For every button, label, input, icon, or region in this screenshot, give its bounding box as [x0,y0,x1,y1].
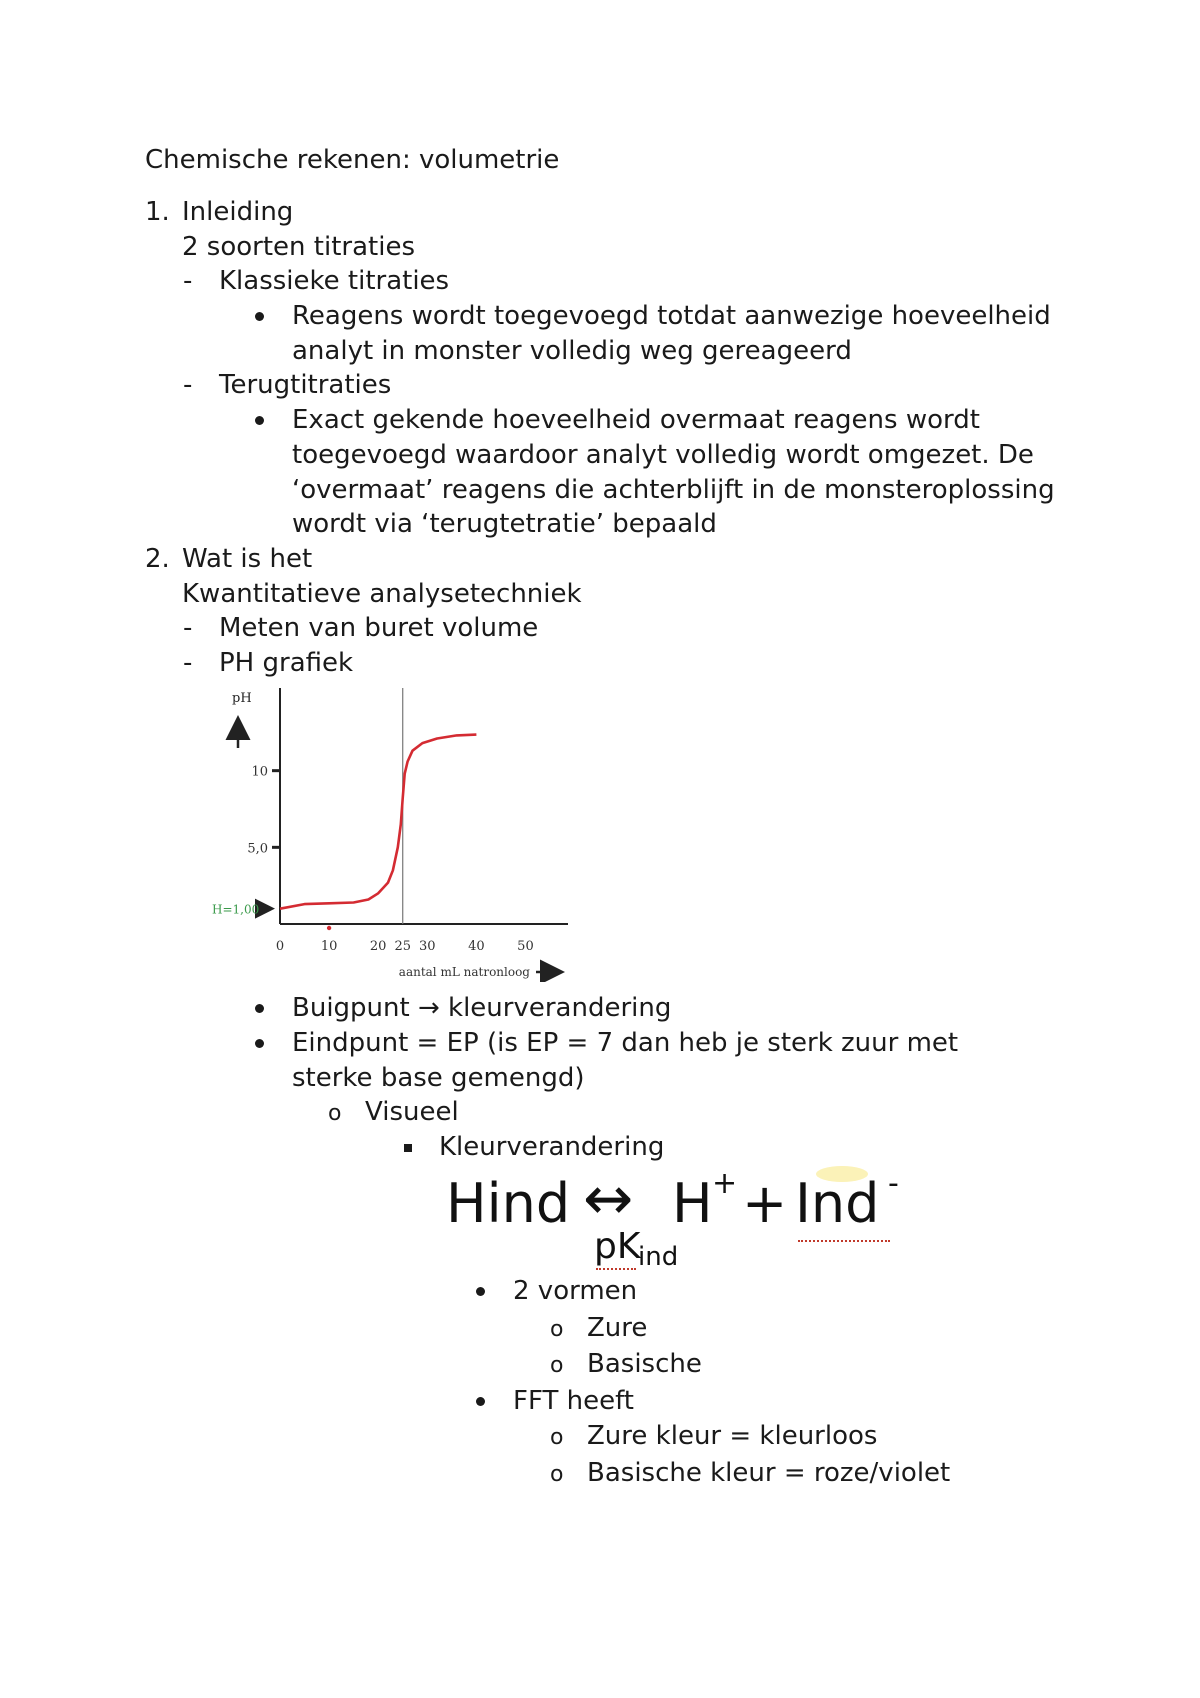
dash-marker: - [183,370,193,400]
terug-desc-line-3: ‘overmaat’ reagens die achterblijft in de monsteroplossing [292,475,1055,505]
bullet-dot [255,416,264,425]
square-bullet [404,1144,412,1152]
x-tick-label: 0 [275,939,285,954]
klassieke-titraties: Klassieke titraties [219,266,450,296]
vormen-basische: Basische [587,1349,702,1379]
start-ph-label: H=1,00 [212,902,260,917]
terug-desc-line-1: Exact gekende hoeveelheid overmaat reagens wordt [292,405,980,435]
double-arrow-icon: ↔ [583,1164,634,1234]
visueel-text: Visueel [365,1097,459,1127]
formula-h-charge: + [712,1166,738,1201]
section-1-intro: 2 soorten titraties [182,232,415,262]
section-1-number: 1. [145,197,170,227]
circle-marker: o [550,1462,564,1487]
terug-desc-line-2: toegevoegd waardoor analyt volledig wordt omgezet. De [292,440,1034,470]
circle-marker: o [550,1425,564,1450]
dash-marker: - [183,648,193,678]
ph-titration-chart [210,682,590,982]
bullet-dot [255,1039,264,1048]
bullet-dot [476,1397,485,1406]
x-axis-label: aantal mL natronloog [398,965,530,979]
terugtitraties: Terugtitraties [219,370,392,400]
meten-buret-volume: Meten van buret volume [219,613,539,643]
fft-text: FFT heeft [513,1386,634,1416]
bullet-dot [476,1287,485,1296]
x-tick-label: 30 [418,939,436,954]
x-tick-label: 20 [369,939,387,954]
dash-marker: - [183,266,193,296]
document-title: Chemische rekenen: volumetrie [145,145,560,175]
circle-marker: o [550,1317,564,1342]
formula-pk-subscript: ind [638,1242,679,1272]
x-tick-label: 50 [517,939,534,954]
formula-pk: pK [594,1226,641,1267]
formula-hind: Hind [446,1172,571,1235]
dash-marker: - [183,613,193,643]
eindpunt-line-1: Eindpunt = EP (is EP = 7 dan heb je sterk zuur met [292,1028,959,1058]
formula-h: H [672,1172,713,1235]
spellcheck-underline [596,1268,636,1270]
x-tick-label: 40 [468,939,485,954]
indicator-equilibrium-formula [440,1162,920,1272]
bullet-dot [255,312,264,321]
kleurverandering-text: Kleurverandering [439,1132,665,1162]
bullet-dot [255,1004,264,1013]
x-tick-label: 10 [320,939,338,954]
terug-desc-line-4: wordt via ‘terugtetratie’ bepaald [292,509,717,539]
formula-ind: Ind [795,1172,880,1235]
buigpunt-text: Buigpunt → kleurverandering [292,993,672,1023]
section-2-heading: Wat is het [182,544,313,574]
y-tick-label: 10 [251,764,268,780]
eindpunt-line-2: sterke base gemengd) [292,1063,585,1093]
x-tick-label: 25 [394,939,412,954]
section-2-intro: Kwantitatieve analysetechniek [182,579,582,609]
ph-grafiek-label: PH grafiek [219,648,354,678]
klassieke-desc-line-2: analyt in monster volledig weg gereageerd [292,336,852,366]
fft-zure-kleur: Zure kleur = kleurloos [587,1421,878,1451]
section-1-heading: Inleiding [182,197,294,227]
klassieke-desc-line-1: Reagens wordt toegevoegd totdat aanwezige hoeveelheid [292,301,1051,331]
y-axis-label: pH [232,691,252,706]
vormen-text: 2 vormen [513,1276,638,1306]
circle-marker: o [328,1101,342,1126]
fft-basische-kleur: Basische kleur = roze/violet [587,1458,951,1488]
y-tick-label: 5,0 [247,841,268,857]
formula-plus: + [742,1172,788,1235]
spellcheck-underline [798,1240,890,1242]
section-2-number: 2. [145,544,170,574]
vormen-zure: Zure [587,1313,648,1343]
x-axis-marker [327,926,331,930]
titration-curve [280,735,476,909]
circle-marker: o [550,1353,564,1378]
formula-ind-charge: - [888,1166,899,1201]
